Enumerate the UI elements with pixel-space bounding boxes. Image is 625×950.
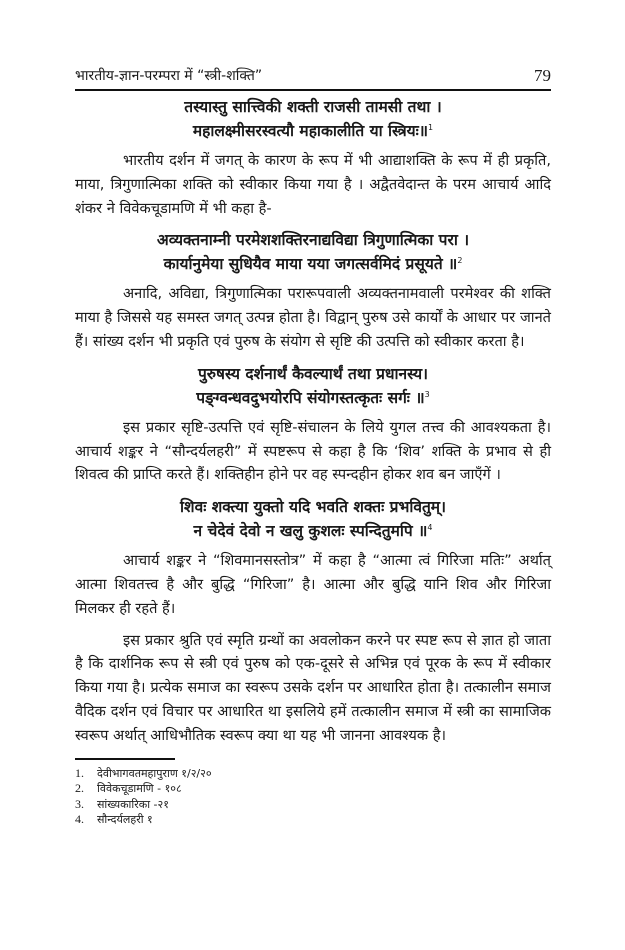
footnote-1	[75, 766, 551, 782]
footnote-ref-3[interactable]: 3	[424, 389, 430, 399]
verse-1-line-2-text: महालक्ष्मीसरस्वत्यौ महाकालीति या स्त्रियः॥	[192, 122, 429, 140]
footnote-text: सांख्यकारिका -२१	[97, 797, 169, 811]
footnote-ref-1[interactable]: 1	[428, 122, 434, 132]
verse-4-line-1: शिवः शक्त्या युक्तो यदि भवति शक्तः प्रभवितुम्।	[180, 498, 446, 517]
verse-2-line-2-text: कार्यानुमेया सुधियैव माया यया जगत्सर्वमिदं प्रसूयते ॥	[163, 255, 458, 274]
verse-3-line-1: पुरुषस्य दर्शनार्थं कैवल्यार्थं तथा प्रधानस्य।	[197, 364, 429, 383]
footnote-number: 3.	[75, 796, 84, 811]
paragraph-1: भारतीय दर्शन में जगत् के कारण के रूप में भी आद्याशक्ति के रूप में ही प्रकृति, माया, त्रिगुणात्मिका शक्ति को स्वीकार किया गया है । अद्वैतवेदान्त के परम आचार्य आदि शंकर ने विवेकचूडामणि में भी कहा है-	[75, 152, 551, 217]
footnote-text: विवेकचूडामणि - १०८	[97, 782, 182, 796]
footnote-text: सौन्दर्यलहरी १	[97, 813, 153, 827]
verse-2-line-2	[75, 252, 551, 276]
verse-1-line-2	[75, 119, 551, 143]
verse-4	[75, 495, 551, 543]
footnote-2	[75, 781, 551, 797]
footnote-3	[75, 797, 551, 813]
running-title: भारतीय-ज्ञान-परम्परा में “स्त्री-शक्ति”	[75, 68, 263, 84]
running-header	[75, 66, 551, 91]
verse-2-line-1: अव्यक्तनाम्नी परमेशशक्तिरनाद्यविद्या त्रिगुणात्मिका परा ।	[156, 231, 470, 250]
paragraph-3: इस प्रकार सृष्टि-उत्पत्ति एवं सृष्टि-संचालन के लिये युगल तत्त्व की आवश्यकता है। आचार्य शङ्कर ने “सौन्दर्यलहरी” में स्पष्टरूप से कहा है कि ‘शिव’ शक्ति के प्रभाव से ही शिवत्व की प्राप्ति करते हैं। शक्तिहीन होने पर वह स्पन्दहीन होकर शव बन जाएँगें ।	[75, 418, 551, 484]
verse-3-line-2	[75, 386, 551, 410]
footnote-4	[75, 812, 551, 828]
verse-2	[75, 228, 551, 276]
footnote-divider	[75, 758, 175, 760]
paragraph-5: इस प्रकार श्रुति एवं स्मृति ग्रन्थों का अवलोकन करने पर स्पष्ट रूप से ज्ञात हो जाता है कि दार्शनिक रूप से स्त्री एवं पुरुष को एक-दूसरे से अभिन्न एवं पूरक के रूप में स्वीकार किया गया है। प्रत्येक समाज का स्वरूप उसके दर्शन पर आधारित होता है। तत्कालीन समाज वैदिक दर्शन एवं विचार पर आधारित था इसलिये हमें तत्कालीन समाज में स्त्री का सामाजिक स्वरूप अर्थात् आधिभौतिक स्वरूप क्या था यह भी जानना आवश्यक है।	[75, 631, 551, 744]
page-number: 79	[534, 66, 551, 85]
book-page	[75, 66, 551, 828]
paragraph-4: आचार्य शङ्कर ने “शिवमानसस्तोत्र” में कहा है “आत्मा त्वं गिरिजा मतिः” अर्थात् आत्मा शिवतत्त्व है और बुद्धि “गिरिजा” है। आत्मा और बुद्धि यानि शिव और गिरिजा मिलकर ही रहते हैं।	[75, 552, 551, 617]
paragraph-2: अनादि, अविद्या, त्रिगुणात्मिका परारूपवाली अव्यक्तनामवाली परमेश्वर की शक्ति माया है जिससे यह समस्त जगत् उत्पन्न होता है। विद्वान् पुरुष उसे कार्यों के आधार पर जानते हैं। सांख्य दर्शन भी प्रकृति एवं पुरुष के संयोग से सृष्टि की उत्पत्ति को स्वीकार करता है।	[75, 285, 551, 350]
footnote-text: देवीभागवतमहापुराण १/२/२०	[97, 766, 212, 780]
verse-3-line-2-text: पङ्ग्वन्धवदुभयोरपि संयोगस्तत्कृतः सर्गः ॥	[196, 388, 425, 407]
footnote-ref-4[interactable]: 4	[427, 523, 433, 533]
verse-4-line-2-text: न चेदेवं देवो न खलु कुशलः स्पन्दितुमपि ॥	[193, 522, 428, 541]
footnote-number: 4.	[75, 812, 84, 827]
verse-3	[75, 362, 551, 410]
footnote-ref-2[interactable]: 2	[457, 256, 463, 266]
verse-4-line-2	[75, 519, 551, 543]
footnote-number: 2.	[75, 781, 84, 796]
verse-1	[75, 95, 551, 143]
footnote-number: 1.	[75, 765, 84, 780]
verse-1-line-1: तस्यास्तु सात्त्विकी शक्ती राजसी तामसी तथा ।	[184, 98, 442, 116]
